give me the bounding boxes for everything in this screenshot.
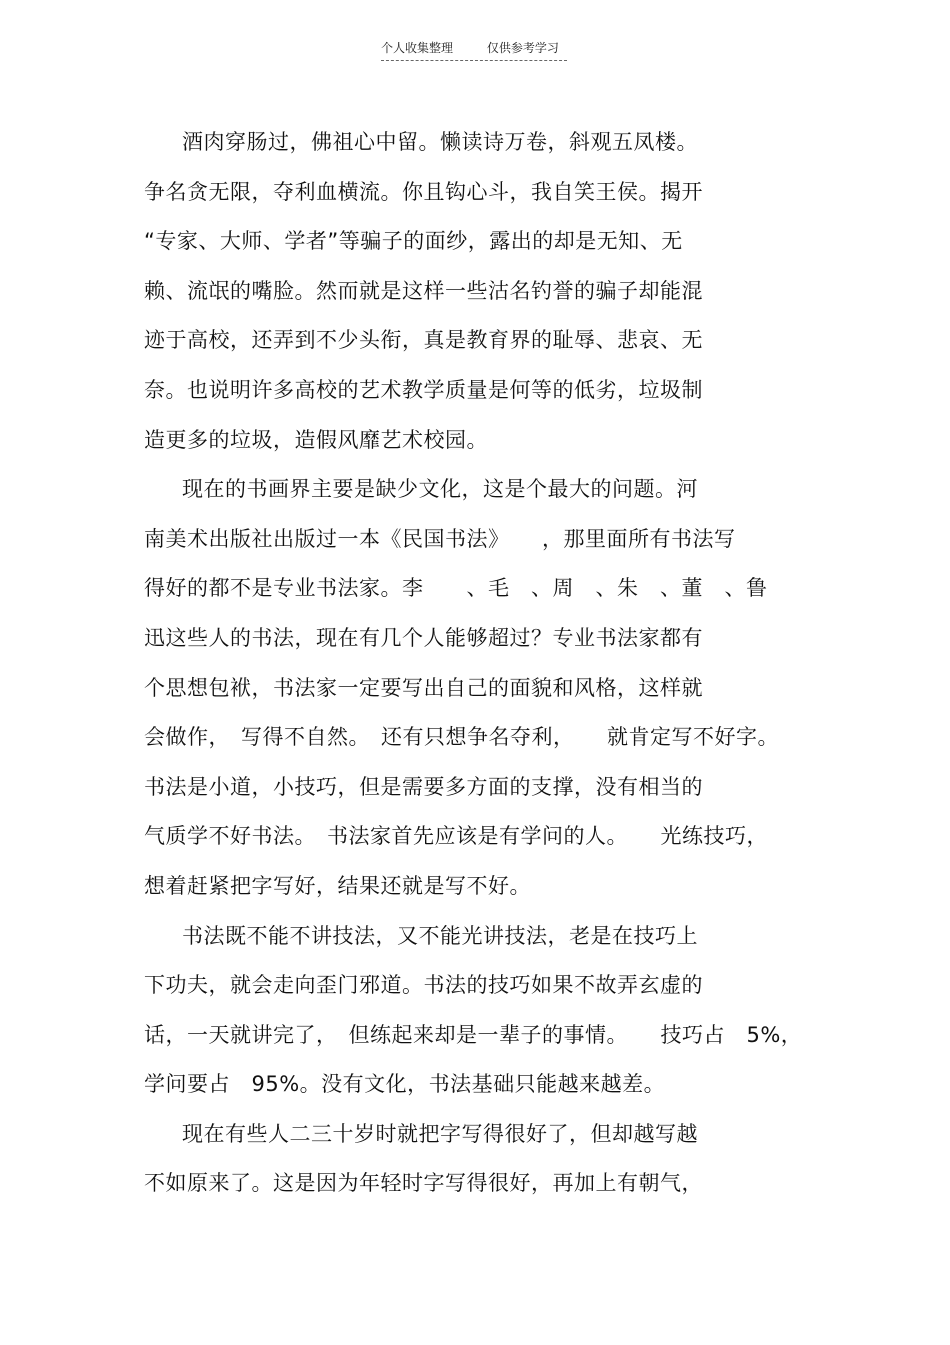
text-line: 现在的书画界主要是缺少文化，这是个最大的问题。河 xyxy=(182,477,698,502)
text-line: 下功夫，就会走向歪门邪道。书法的技巧如果不故弄玄虚的 xyxy=(144,973,703,998)
text-line: 书法既不能不讲技法，又不能光讲技法，老是在技巧上 xyxy=(182,923,698,948)
text-line: 不如原来了。这是因为年轻时字写得很好，再加上有朝气， xyxy=(144,1171,703,1196)
text-line: 造更多的垃圾，造假风靡艺术校园。 xyxy=(144,427,488,452)
text-line: 书法是小道，小技巧，但是需要多方面的支撑，没有相当的 xyxy=(144,774,703,799)
header-left-text: 个人收集整理 xyxy=(381,41,454,55)
text-line: “专家、大师、学者”等骗子的面纱，露出的却是无知、无 xyxy=(144,229,683,254)
body-text xyxy=(144,122,824,1213)
text-line: 话，一天就讲完了， 但练起来却是一辈子的事情。 技巧占 5%， xyxy=(144,1022,803,1047)
text-line: 奈。也说明许多高校的艺术教学质量是何等的低劣，垃圾制 xyxy=(144,377,703,402)
text-line: 争名贪无限，夺利血横流。你且钩心斗，我自笑王侯。揭开 xyxy=(144,179,703,204)
text-line: 现在有些人二三十岁时就把字写得很好了，但却越写越 xyxy=(182,1121,698,1146)
text-line: 会做作， 写得不自然。 还有只想争名夺利， 就肯定写不好字。 xyxy=(144,725,779,750)
text-line: 气质学不好书法。 书法家首先应该是有学问的人。 光练技巧， xyxy=(144,824,768,849)
text-line: 得好的都不是专业书法家。李 、毛 、周 、朱 、董 、鲁 xyxy=(144,576,768,601)
header-right-text: 仅供参考学习 xyxy=(486,41,559,55)
text-line: 迹于高校，还弄到不少头衔，真是教育界的耻辱、悲哀、无 xyxy=(144,328,703,353)
page-header xyxy=(381,40,567,61)
text-line: 个思想包袱，书法家一定要写出自己的面貌和风格，这样就 xyxy=(144,675,703,700)
text-line: 酒肉穿肠过，佛祖心中留。懒读诗万卷，斜观五凤楼。 xyxy=(182,130,698,154)
text-line: 迅这些人的书法，现在有几个人能够超过？专业书法家都有 xyxy=(144,625,703,650)
text-line: 赖、流氓的嘴脸。然而就是这样一些沽名钓誉的骗子却能混 xyxy=(144,278,703,303)
text-line: 想着赶紧把字写好，结果还就是写不好。 xyxy=(144,873,531,898)
text-line: 南美术出版社出版过一本《民国书法》 ，那里面所有书法写 xyxy=(144,526,736,551)
text-line: 学问要占 95%。没有文化，书法基础只能越来越差。 xyxy=(144,1072,666,1097)
